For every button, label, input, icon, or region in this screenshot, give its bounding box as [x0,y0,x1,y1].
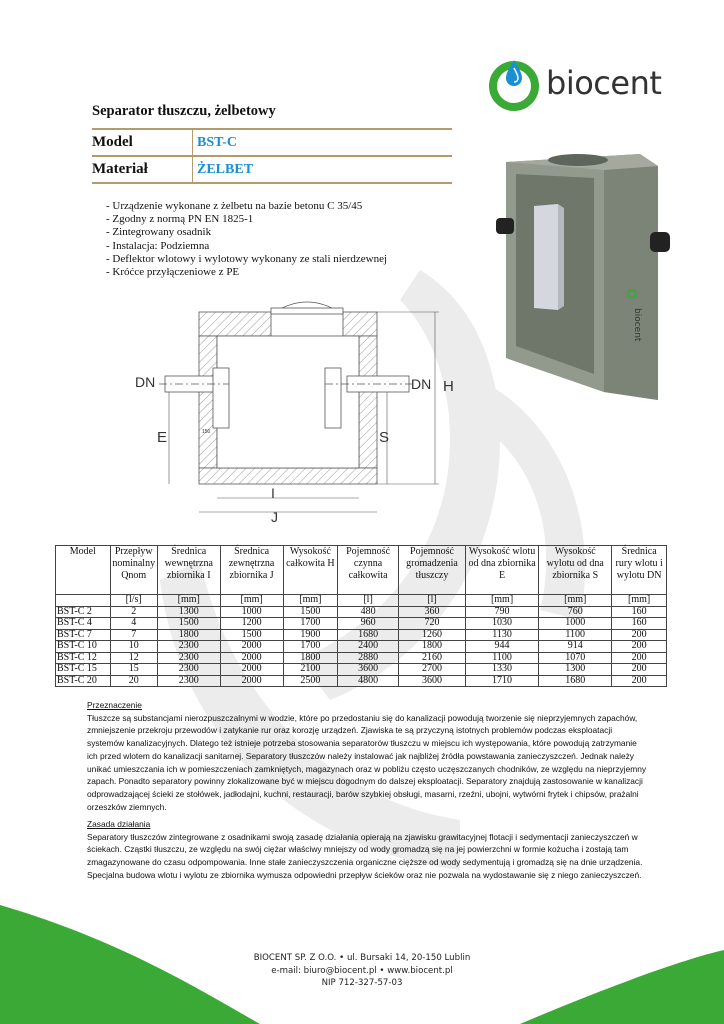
footer-nip: NIP 712-327-57-03 [321,978,403,988]
table-cell: 200 [612,641,667,653]
spec-row-model [92,130,452,157]
purpose-heading: Przeznaczenie [87,700,142,710]
table-unit-cell: [l/s] [110,595,157,607]
table-cell: 2000 [220,652,283,664]
table-cell-model: BST-C 20 [56,675,111,687]
table-unit-cell [56,595,111,607]
feature-item: - Instalacja: Podziemna [106,239,210,252]
drawing-label-e: E [157,429,168,446]
inlet-stub [496,218,514,234]
table-cell: 3600 [338,664,399,676]
deflector-plate [534,204,564,310]
drawing-label-i: I [271,485,275,501]
principle-heading: Zasada działania [87,819,151,829]
footer-contact: e-mail: biuro@biocent.pl • www.biocent.pl [271,966,453,976]
feature-item: - Króćce przyłączeniowe z PE [106,266,240,279]
table-cell: 10 [110,641,157,653]
header-height: Wysokość całkowita H [283,546,338,595]
table-cell: 200 [612,629,667,641]
table-cell: 2300 [157,675,220,687]
table-row [56,618,667,630]
table-cell: 200 [612,652,667,664]
table-cell: 1700 [283,618,338,630]
table-cell: 1260 [398,629,465,641]
table-cell: 1680 [338,629,399,641]
table-cell: 914 [539,641,612,653]
table-cell-model: BST-C 7 [56,629,111,641]
table-cell: 7 [110,629,157,641]
table-cell: 200 [612,675,667,687]
table-unit-cell: [l] [338,595,399,607]
dimensions-table [55,545,667,687]
concrete-tank [506,154,658,400]
table-cell: 960 [338,618,399,630]
table-cell: 2000 [220,664,283,676]
feature-item: - Zgodny z normą PN EN 1825-1 [106,213,254,226]
table-cell: 1330 [465,664,538,676]
table-cell: 2500 [283,675,338,687]
drawing-label-dn-outlet: DN [411,376,432,392]
biocent-logo-mark [486,56,542,116]
footer-address: BIOCENT SP. Z O.O. • ul. Bursaki 14, 20-150 Lublin [253,953,471,963]
table-cell: 1000 [539,618,612,630]
features-list [106,200,387,279]
header-capacity: Pojemność czynna całkowita [338,546,399,595]
table-cell: 1800 [283,652,338,664]
header-flow: Przepływ nominalny Qnom [110,546,157,595]
table-unit-cell: [l] [398,595,465,607]
manhole-cover [271,302,343,314]
table-cell: 1710 [465,675,538,687]
table-cell: 790 [465,606,538,618]
header-outlet-height: Wysokość wylotu od dna zbiornika S [539,546,612,595]
table-row [56,641,667,653]
table-cell: 1100 [465,652,538,664]
biocent-logo [486,56,680,116]
table-cell: 1900 [283,629,338,641]
table-cell: 2100 [283,664,338,676]
table-cell: 1700 [283,641,338,653]
purpose-text: Tłuszcze są substancjami nierozpuszczalnymi w wodzie, które po przedostaniu się do kanalizacji powodują tworzenie się nieprzyjemnych zapachów, zmniejszenie przekroju przewodów i zatykanie rur oraz korozję urządzeń. Zjawiska te są przyczyną istotnych problemów podczas eksploatacji systemów kanalizacyjnych. Dlatego też istnieje potrzeba stosowania separatorów tłuszczu w miejscu ich występowania, które powodują zatrzymanie ich przed wlotem do kanalizacji sanitarnej. Separatory tłuszczów należy instalować jak najbliżej źródła powstawania zanieczyszczeń. Jednak należy unikać umieszczania ich w pomieszczeniach zamkniętych, magazynach oraz w pobliżu często uczęszczanych chodników, ze względu na nieprzyjemny zapach. Ponadto separatory powinny zlokalizowane być w miejscu dogodnym do dalszej eksploatacji. Separatory znajdują zastosowanie w kanalizacji odprowadzającej ścieki ze stołówek, jadłodajni, kuchni, restauracji, barów szybkiej obsługi, masarni, rzeźni, ubojni, wytwórni frytek i chipsów, prażalni orzeszków ziemnych. [87,712,647,812]
table-cell: 4800 [338,675,399,687]
table-cell-model: BST-C 2 [56,606,111,618]
table-cell: 200 [612,664,667,676]
spec-material-value: ŻELBET [197,161,254,177]
table-cell: 2880 [338,652,399,664]
outlet-stub [650,232,670,252]
spec-table [92,128,452,184]
table-row [56,629,667,641]
principle-text: Separatory tłuszczów zintegrowane z osadnikami swoją zasadę działania opierają na zjawisku grawitacyjnej flotacji i sedymentacji zanieczyszczeń w ściekach. Cząstki tłuszczu, ze względu na swój ciężar właściwy mniejszy od wody gromadzą się na jej powierzchni w formie kożucha i zostają tam zmagazynowane do czasu odpompowania. Inne stałe zanieczyszczenia organiczne cięższe od wody sedymentują i gromadzą się na dnie urządzenia. Specjalna budowa wlotu i wylotu ze zbiornika wymusza odpowiedni przepływ ścieków oraz nie pozwala na wydostawanie się z niego zanieczyszczeń. [87,831,643,880]
table-header-row [56,546,667,595]
table-cell: 1500 [283,606,338,618]
table-cell: 4 [110,618,157,630]
table-unit-cell: [mm] [539,595,612,607]
feature-item: - Zintegrowany osadnik [106,226,212,239]
product-logo-text: biocent [632,308,642,342]
table-cell: 12 [110,652,157,664]
table-cell: 2400 [338,641,399,653]
table-cell: 2300 [157,641,220,653]
table-unit-cell: [mm] [283,595,338,607]
table-cell: 1130 [465,629,538,641]
table-cell: 1500 [157,618,220,630]
table-cell: 2300 [157,652,220,664]
table-cell: 1680 [539,675,612,687]
table-cell-model: BST-C 10 [56,641,111,653]
table-cell: 1000 [220,606,283,618]
table-cell: 2000 [220,641,283,653]
drawing-label-h: H [443,378,454,395]
principle-section [87,818,647,882]
table-cell: 2000 [220,675,283,687]
table-cell: 2160 [398,652,465,664]
table-cell: 1300 [539,664,612,676]
table-cell: 760 [539,606,612,618]
header-outer-diameter: Średnica zewnętrzna zbiornika J [220,546,283,595]
table-cell: 1070 [539,652,612,664]
table-cell: 1800 [157,629,220,641]
table-cell: 20 [110,675,157,687]
inlet-pipe [159,368,229,428]
table-cell: 360 [398,606,465,618]
table-cell-model: BST-C 12 [56,652,111,664]
header-model: Model [56,546,111,595]
table-row [56,652,667,664]
table-cell-model: BST-C 4 [56,618,111,630]
table-cell: 160 [612,618,667,630]
spec-material-label: Materiał [92,157,193,182]
bottom-green-wave [0,905,260,1024]
table-cell: 2 [110,606,157,618]
table-units-row [56,595,667,607]
spec-model-label: Model [92,130,193,155]
table-row [56,606,667,618]
header-inlet-height: Wysokość wlotu od dna zbiornika E [465,546,538,595]
table-cell: 2300 [157,664,220,676]
table-cell: 720 [398,618,465,630]
header-grease-capacity: Pojemność gromadzenia tłuszczy [398,546,465,595]
table-cell: 2700 [398,664,465,676]
product-render [494,148,672,404]
table-cell: 1100 [539,629,612,641]
table-row [56,675,667,687]
table-cell: 1500 [220,629,283,641]
table-cell: 160 [612,606,667,618]
table-cell: 1200 [220,618,283,630]
table-cell: 480 [338,606,399,618]
biocent-logo-text: biocent [546,64,662,102]
table-unit-cell: [mm] [157,595,220,607]
table-unit-cell: [mm] [220,595,283,607]
table-cell: 15 [110,664,157,676]
table-row [56,664,667,676]
table-unit-cell: [mm] [612,595,667,607]
drawing-label-dn-inlet: DN [135,374,156,390]
feature-item: - Deflektor wlotowy i wylotowy wykonany ze stali nierdzewnej [106,252,388,265]
feature-item: - Urządzenie wykonane z żelbetu na bazie betonu C 35/45 [106,200,363,212]
table-unit-cell: [mm] [465,595,538,607]
technical-drawing [125,292,465,528]
table-cell: 1800 [398,641,465,653]
purpose-section [87,699,647,813]
drawing-label-s: S [379,429,390,446]
spec-model-value: BST-C [197,134,237,150]
spec-row-material [92,157,452,184]
table-cell: 1030 [465,618,538,630]
page-title: Separator tłuszczu, żelbetowy [92,103,276,119]
table-cell-model: BST-C 15 [56,664,111,676]
table-cell: 1300 [157,606,220,618]
header-pipe-diameter: Średnica rury wlotu i wylotu DN [612,546,667,595]
table-cell: 944 [465,641,538,653]
header-inner-diameter: Średnica wewnętrzna zbiornika I [157,546,220,595]
drawing-label-j: J [271,509,278,525]
table-cell: 3600 [398,675,465,687]
drawing-label-wall-thickness: 150 [202,429,211,435]
